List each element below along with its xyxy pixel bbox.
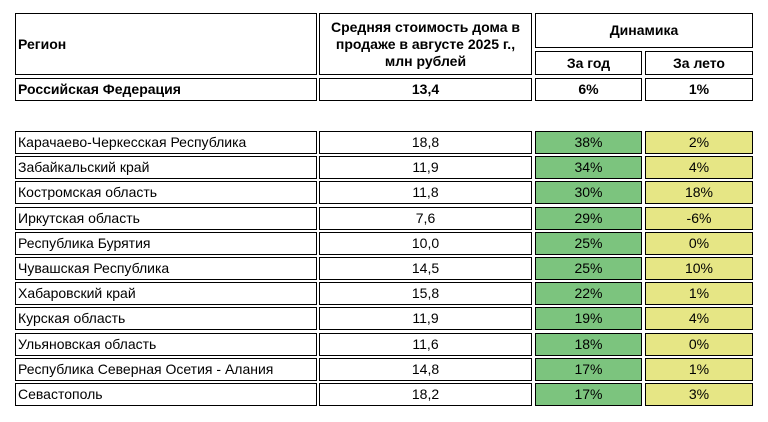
row-year-change: 17% [535, 383, 642, 406]
row-summer-change: 18% [645, 181, 753, 204]
row-price: 11,8 [319, 181, 532, 204]
row-region: Иркутская область [15, 207, 317, 230]
row-year-change: 19% [535, 307, 642, 330]
header-year: За год [535, 51, 642, 75]
row-year-change: 25% [535, 232, 642, 255]
row-price: 18,2 [319, 383, 532, 406]
row-price: 18,8 [319, 131, 532, 154]
row-region: Республика Северная Осетия - Алания [15, 358, 317, 381]
federation-year: 6% [535, 78, 642, 101]
row-summer-change: 0% [645, 232, 753, 255]
row-price: 11,9 [319, 156, 532, 179]
row-year-change: 34% [535, 156, 642, 179]
row-year-change: 25% [535, 257, 642, 280]
row-region: Республика Бурятия [15, 232, 317, 255]
row-region: Костромская область [15, 181, 317, 204]
row-year-change: 18% [535, 333, 642, 356]
row-summer-change: 3% [645, 383, 753, 406]
row-price: 11,9 [319, 307, 532, 330]
federation-summer: 1% [645, 78, 753, 101]
row-region: Чувашская Республика [15, 257, 317, 280]
row-summer-change: 0% [645, 333, 753, 356]
row-summer-change: 10% [645, 257, 753, 280]
row-price: 15,8 [319, 282, 532, 305]
row-region: Курская область [15, 307, 317, 330]
row-price: 14,5 [319, 257, 532, 280]
row-region: Карачаево-Черкесская Республика [15, 131, 317, 154]
header-region: Регион [15, 13, 317, 75]
header-summer: За лето [645, 51, 753, 75]
row-price: 7,6 [319, 207, 532, 230]
row-year-change: 30% [535, 181, 642, 204]
row-summer-change: 4% [645, 307, 753, 330]
row-price: 14,8 [319, 358, 532, 381]
row-year-change: 17% [535, 358, 642, 381]
row-region: Севастополь [15, 383, 317, 406]
row-summer-change: -6% [645, 207, 753, 230]
row-region: Хабаровский край [15, 282, 317, 305]
row-summer-change: 2% [645, 131, 753, 154]
row-region: Забайкальский край [15, 156, 317, 179]
row-summer-change: 1% [645, 358, 753, 381]
row-price: 11,6 [319, 333, 532, 356]
row-region: Ульяновская область [15, 333, 317, 356]
row-year-change: 22% [535, 282, 642, 305]
header-dynamics: Динамика [535, 13, 753, 48]
row-year-change: 38% [535, 131, 642, 154]
federation-price: 13,4 [319, 78, 532, 101]
header-price: Средняя стоимость дома в продаже в августе 2025 г., млн рублей [319, 13, 532, 75]
federation-region: Российская Федерация [15, 78, 317, 101]
row-summer-change: 1% [645, 282, 753, 305]
row-price: 10,0 [319, 232, 532, 255]
row-year-change: 29% [535, 207, 642, 230]
row-summer-change: 4% [645, 156, 753, 179]
